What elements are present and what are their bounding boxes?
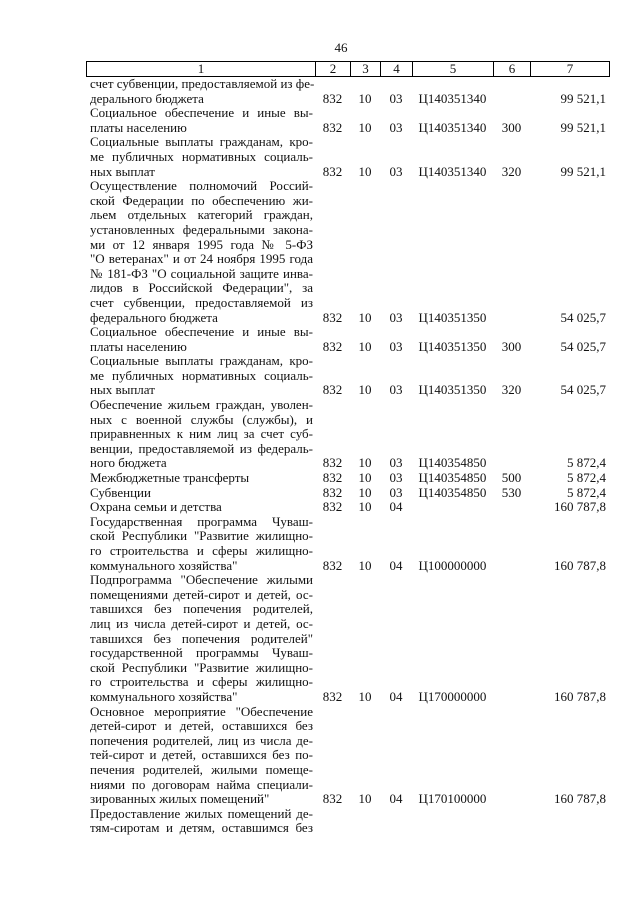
cell-col-5: Ц140354850 [418, 455, 487, 471]
description-line: платы населению [90, 119, 187, 135]
table-row [87, 500, 609, 515]
cell-col-3: 10 [358, 557, 372, 573]
cell-col-2: 832 [322, 455, 343, 471]
cell-col-2: 832 [322, 791, 343, 807]
row-description [87, 705, 315, 807]
description-line: ми от 12 января 1995 года № 5-ФЗ [90, 236, 313, 252]
description-line: Государственная программа Чуваш- [90, 513, 313, 529]
cell-col-7: 54 025,7 [560, 382, 606, 398]
description-line: ме публичных нормативных социаль- [90, 367, 313, 383]
cell-col-4: 04 [389, 499, 403, 515]
description-line: платы населению [90, 338, 187, 354]
cell-col-2: 832 [322, 90, 343, 106]
header-cell-3: 3 [350, 62, 380, 76]
cell-col-3: 10 [358, 470, 372, 486]
cell-col-4: 03 [389, 338, 403, 354]
description-line: Предоставление жилых помещений де- [90, 805, 313, 821]
cell-col-4: 04 [389, 557, 403, 573]
row-description [87, 106, 315, 135]
description-line: ного бюджета [90, 455, 167, 471]
cell-col-2: 832 [322, 338, 343, 354]
cell-col-7: 160 787,8 [554, 791, 606, 807]
table-row [87, 471, 609, 486]
table-row [87, 106, 609, 135]
description-line: попечения родителей, лиц из числа де- [90, 732, 313, 748]
description-line: го строительства и сферы жилищно- [90, 674, 313, 690]
cell-col-2: 832 [322, 382, 343, 398]
cell-col-6: 530 [501, 484, 522, 500]
cell-col-4: 03 [389, 484, 403, 500]
description-line: ской Федерации по обеспечению жи- [90, 192, 313, 208]
description-line: Основное мероприятие "Обеспечение [90, 703, 313, 719]
row-description [87, 500, 315, 515]
cell-col-3: 10 [358, 484, 372, 500]
cell-col-7: 99 521,1 [560, 90, 606, 106]
cell-col-7: 99 521,1 [560, 163, 606, 179]
description-line: ных с военной службы (службы), и [90, 411, 313, 427]
cell-col-3: 10 [358, 382, 372, 398]
description-line: счет субвенции, предоставляемой из [90, 294, 313, 310]
cell-col-5: Ц140354850 [418, 470, 487, 486]
header-cell-5: 5 [412, 62, 493, 76]
table-body [87, 77, 609, 836]
header-cell-2: 2 [315, 62, 350, 76]
table-row [87, 705, 609, 807]
description-line: коммунального хозяйства" [90, 557, 238, 573]
cell-col-7: 160 787,8 [554, 499, 606, 515]
description-line: ме публичных нормативных социаль- [90, 148, 313, 164]
cell-col-7: 5 872,4 [567, 470, 606, 486]
description-line: коммунального хозяйства" [90, 688, 238, 704]
cell-col-5: Ц170100000 [418, 791, 487, 807]
description-line: печения родителей, жилыми помеще- [90, 761, 313, 777]
description-line: Социальные выплаты гражданам, кро- [90, 134, 313, 150]
description-line: счет субвенции, предоставляемой из фе- [90, 76, 315, 91]
cell-col-6: 320 [501, 382, 522, 398]
cell-col-4: 03 [389, 90, 403, 106]
cell-col-3: 10 [358, 455, 372, 471]
description-line: Обеспечение жильем граждан, уволен- [90, 397, 313, 413]
cell-col-2: 832 [322, 484, 343, 500]
cell-col-7: 160 787,8 [554, 688, 606, 704]
description-line: лидов в Российской Федерации", за [90, 280, 313, 296]
description-line: Охрана семьи и детства [90, 499, 222, 515]
cell-col-5: Ц140351340 [418, 163, 487, 179]
header-cell-1: 1 [197, 61, 205, 76]
cell-col-5: Ц100000000 [418, 557, 487, 573]
description-line: Субвенции [90, 484, 151, 500]
row-description [87, 398, 315, 471]
page-number: 46 [334, 40, 348, 55]
description-line: Социальное обеспечение и иные вы- [90, 105, 313, 121]
description-line: Подпрограмма "Обеспечение жилыми [90, 572, 313, 588]
cell-col-5: Ц140351340 [418, 90, 487, 106]
cell-col-2: 832 [322, 557, 343, 573]
table-row [87, 354, 609, 398]
cell-col-6: 300 [501, 119, 522, 135]
cell-col-3: 10 [358, 791, 372, 807]
row-description [87, 325, 315, 354]
cell-col-4: 03 [389, 470, 403, 486]
cell-col-5: Ц170000000 [418, 688, 487, 704]
cell-col-3: 10 [358, 163, 372, 179]
table-row [87, 179, 609, 325]
row-description [87, 515, 315, 573]
header-cell-7: 7 [530, 62, 609, 76]
description-line: "О ветеранах" и от 24 ноября 1995 года [90, 251, 313, 267]
cell-col-5: Ц140351350 [418, 309, 487, 325]
cell-col-4: 03 [389, 382, 403, 398]
description-line: Осуществление полномочий Россий- [90, 178, 313, 194]
row-description [87, 179, 315, 325]
table-row [87, 486, 609, 501]
cell-col-2: 832 [322, 163, 343, 179]
description-line: льем отдельных категорий граждан, [90, 207, 313, 223]
description-line: го строительства и сферы жилищно- [90, 543, 313, 558]
description-line: приравненных к ним лиц за счет суб- [90, 426, 313, 442]
description-line: установленных федеральными закона- [90, 221, 313, 237]
description-line: федерального бюджета [90, 309, 218, 325]
cell-col-2: 832 [322, 499, 343, 515]
cell-col-5: Ц140351350 [418, 382, 487, 398]
description-line: лиц из числа детей-сирот и детей, ос- [90, 615, 313, 631]
row-description [87, 77, 315, 106]
row-description [87, 573, 315, 704]
description-line: ных выплат [90, 163, 155, 179]
cell-col-4: 04 [389, 791, 403, 807]
table-row [87, 573, 609, 704]
description-line: тавшихся без попечения родителей, [90, 601, 313, 617]
description-line: дерального бюджета [90, 90, 204, 106]
row-description [87, 807, 315, 836]
row-description [87, 135, 315, 179]
cell-col-2: 832 [322, 688, 343, 704]
cell-col-6: 500 [501, 470, 522, 486]
row-description [87, 471, 315, 486]
cell-col-7: 5 872,4 [567, 455, 606, 471]
description-line: венции, предоставляемой из федераль- [90, 440, 313, 456]
cell-col-2: 832 [322, 119, 343, 135]
description-line: ской Республики "Развитие жилищно- [90, 528, 313, 544]
row-description [87, 354, 315, 398]
cell-col-3: 10 [358, 90, 372, 106]
cell-col-5: Ц140351350 [418, 338, 487, 354]
cell-col-6: 300 [501, 338, 522, 354]
table-row [87, 515, 609, 573]
cell-col-4: 03 [389, 309, 403, 325]
cell-col-6: 320 [501, 163, 522, 179]
description-line: № 181-ФЗ "О социальной защите инва- [90, 265, 313, 281]
table-row [87, 807, 609, 836]
cell-col-7: 5 872,4 [567, 484, 606, 500]
cell-col-4: 03 [389, 455, 403, 471]
description-line: ных выплат [90, 382, 155, 398]
cell-col-3: 10 [358, 119, 372, 135]
description-line: тавшихся без попечения родителей" [90, 630, 313, 646]
cell-col-7: 54 025,7 [560, 309, 606, 325]
table-row [87, 77, 609, 106]
table-row [87, 398, 609, 471]
cell-col-3: 10 [358, 309, 372, 325]
cell-col-3: 10 [358, 338, 372, 354]
description-line: ской Республики "Развитие жилищно- [90, 659, 313, 675]
header-cell-6: 6 [493, 62, 530, 76]
description-line: помещениями детей-сирот и детей, ос- [90, 586, 313, 602]
cell-col-2: 832 [322, 470, 343, 486]
cell-col-5: Ц140354850 [418, 484, 487, 500]
description-line: тей-сирот и детей, оставшихся без по- [90, 747, 313, 763]
table-row [87, 325, 609, 354]
description-line: зированных жилых помещений" [90, 791, 270, 807]
description-line: детей-сирот и детей, оставшихся без [90, 718, 313, 734]
cell-col-4: 03 [389, 119, 403, 135]
cell-col-4: 03 [389, 163, 403, 179]
description-line: тям-сиротам и детям, оставшимся без [90, 820, 313, 836]
description-line: Межбюджетные трансферты [90, 470, 250, 486]
cell-col-7: 99 521,1 [560, 119, 606, 135]
row-description [87, 486, 315, 501]
description-line: Социальное обеспечение и иные вы- [90, 324, 313, 340]
table-row [87, 135, 609, 179]
cell-col-3: 10 [358, 688, 372, 704]
cell-col-5: Ц140351340 [418, 119, 487, 135]
cell-col-3: 10 [358, 499, 372, 515]
table-header [86, 61, 610, 77]
description-line: ниями по договорам найма специали- [90, 776, 313, 792]
cell-col-4: 04 [389, 688, 403, 704]
cell-col-2: 832 [322, 309, 343, 325]
description-line: государственной программы Чуваш- [90, 645, 313, 661]
cell-col-7: 160 787,8 [554, 557, 606, 573]
cell-col-7: 54 025,7 [560, 338, 606, 354]
description-line: Социальные выплаты гражданам, кро- [90, 353, 313, 369]
header-cell-4: 4 [380, 62, 412, 76]
